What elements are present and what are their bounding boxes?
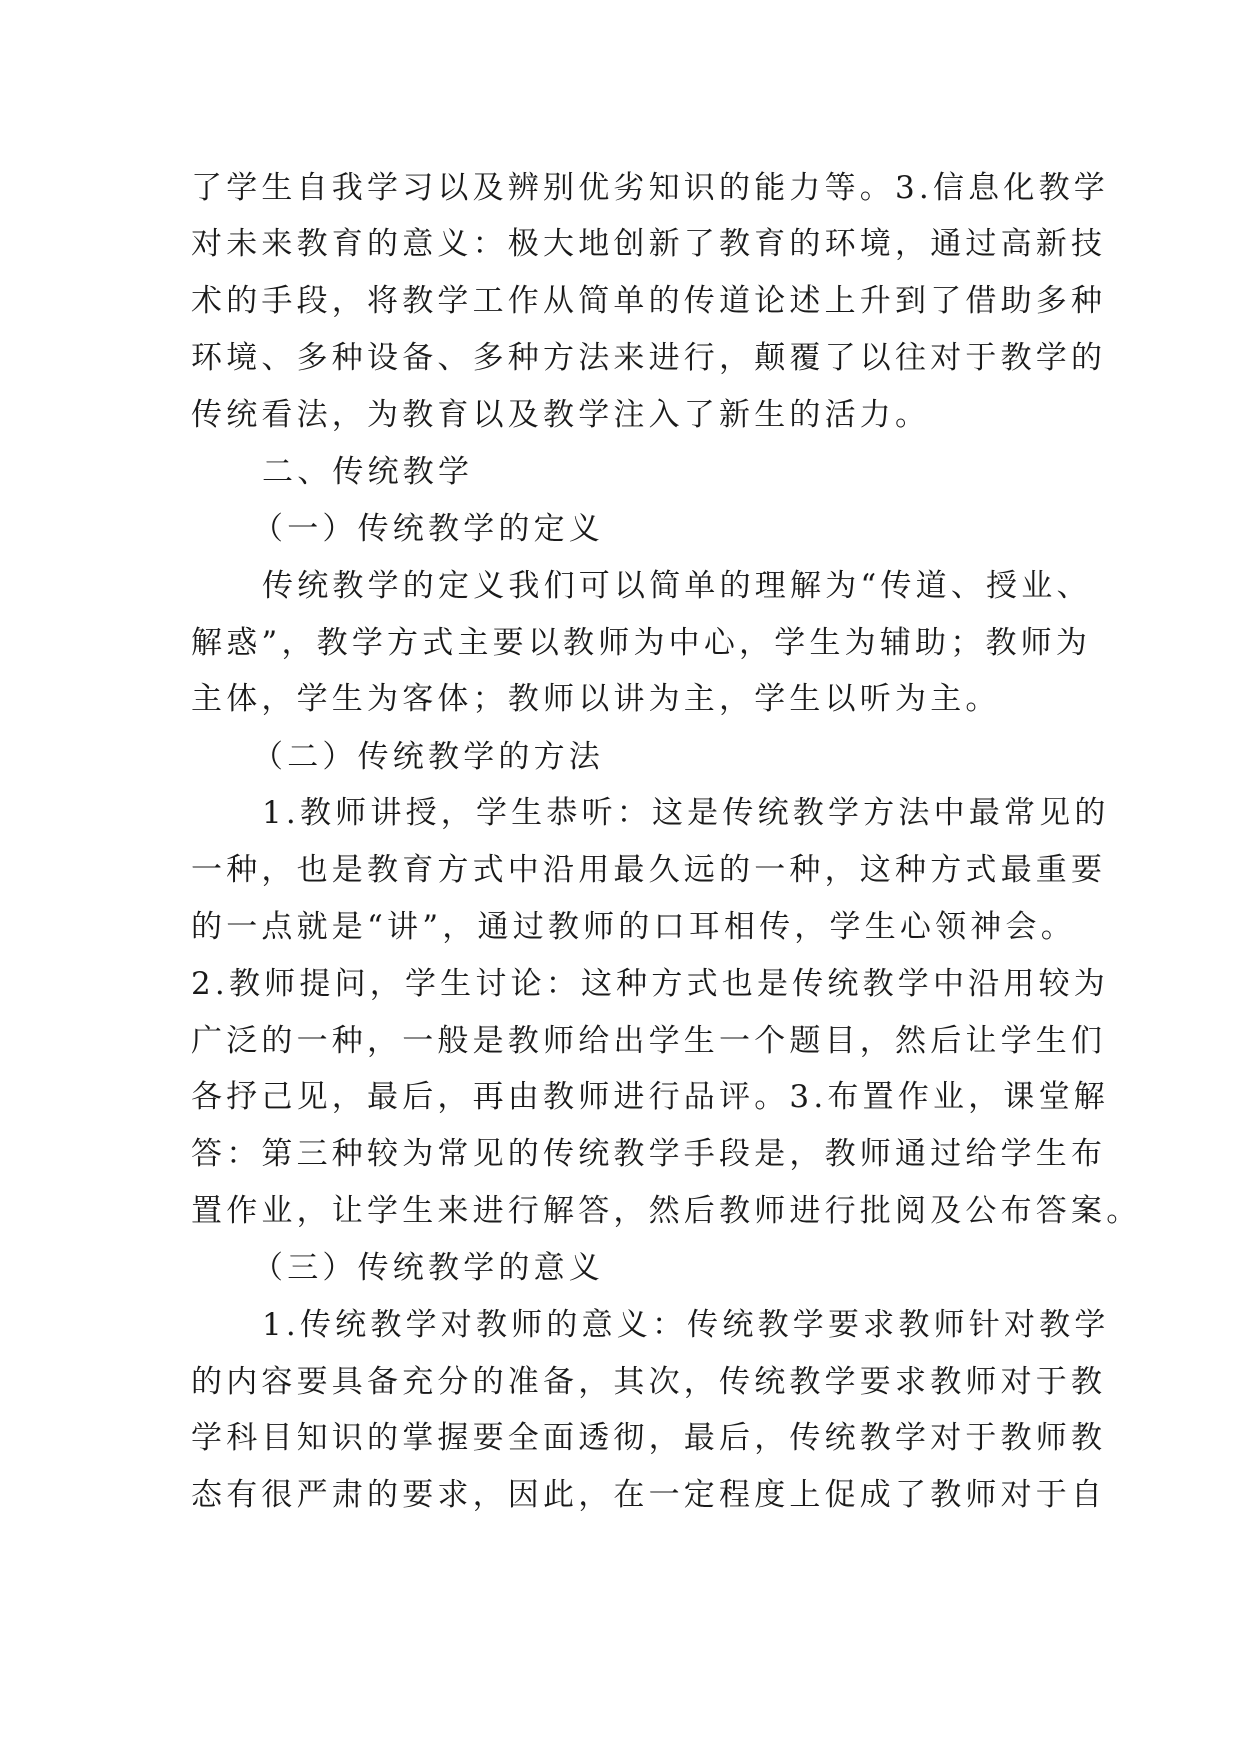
- paragraph-line: 1.教师讲授，学生恭听：这是传统教学方法中最常见的: [262, 795, 1110, 831]
- paragraph-line: 对未来教育的意义：极大地创新了教育的环境，通过高新技: [191, 226, 1107, 262]
- paragraph-line: 解惑”，教学方式主要以教师为中心，学生为辅助；教师为: [191, 625, 1092, 661]
- paragraph-line: 传统看法，为教育以及教学注入了新生的活力。: [191, 397, 931, 433]
- paragraph-line: 环境、多种设备、多种方法来进行，颠覆了以往对于教学的: [191, 340, 1107, 376]
- paragraph-line: 态有很严肃的要求，因此，在一定程度上促成了教师对于自: [191, 1477, 1107, 1513]
- section-heading: 二、传统教学: [262, 454, 474, 490]
- paragraph-line: 的内容要具备充分的准备，其次，传统教学要求教师对于教: [191, 1364, 1107, 1400]
- paragraph-line: 2.教师提问，学生讨论：这种方式也是传统教学中沿用较为: [191, 966, 1109, 1002]
- subsection-heading: （三）传统教学的意义: [252, 1250, 604, 1286]
- paragraph-line: 各抒己见，最后，再由教师进行品评。3.布置作业，课堂解: [191, 1079, 1109, 1115]
- paragraph-line: 答：第三种较为常见的传统教学手段是，教师通过给学生布: [191, 1136, 1107, 1172]
- subsection-heading: （二）传统教学的方法: [252, 739, 604, 775]
- paragraph-line: 主体，学生为客体；教师以讲为主，学生以听为主。: [191, 681, 1001, 717]
- paragraph-line: 术的手段，将教学工作从简单的传道论述上升到了借助多种: [191, 283, 1107, 319]
- paragraph-line: 置作业，让学生来进行解答，然后教师进行批阅及公布答案。: [191, 1193, 1142, 1229]
- paragraph-line: 广泛的一种，一般是教师给出学生一个题目，然后让学生们: [191, 1023, 1107, 1059]
- paragraph-line: 了学生自我学习以及辨别优劣知识的能力等。3.信息化教学: [191, 170, 1109, 206]
- paragraph-line: 学科目知识的掌握要全面透彻，最后，传统教学对于教师教: [191, 1420, 1107, 1456]
- paragraph-line: 传统教学的定义我们可以简单的理解为“传道、授业、: [262, 568, 1092, 604]
- subsection-heading: （一）传统教学的定义: [252, 511, 604, 547]
- paragraph-line: 1.传统教学对教师的意义：传统教学要求教师针对教学: [262, 1307, 1110, 1343]
- paragraph-line: 一种，也是教育方式中沿用最久远的一种，这种方式最重要: [191, 852, 1107, 888]
- paragraph-line: 的一点就是“讲”，通过教师的口耳相传，学生心领神会。: [191, 909, 1076, 945]
